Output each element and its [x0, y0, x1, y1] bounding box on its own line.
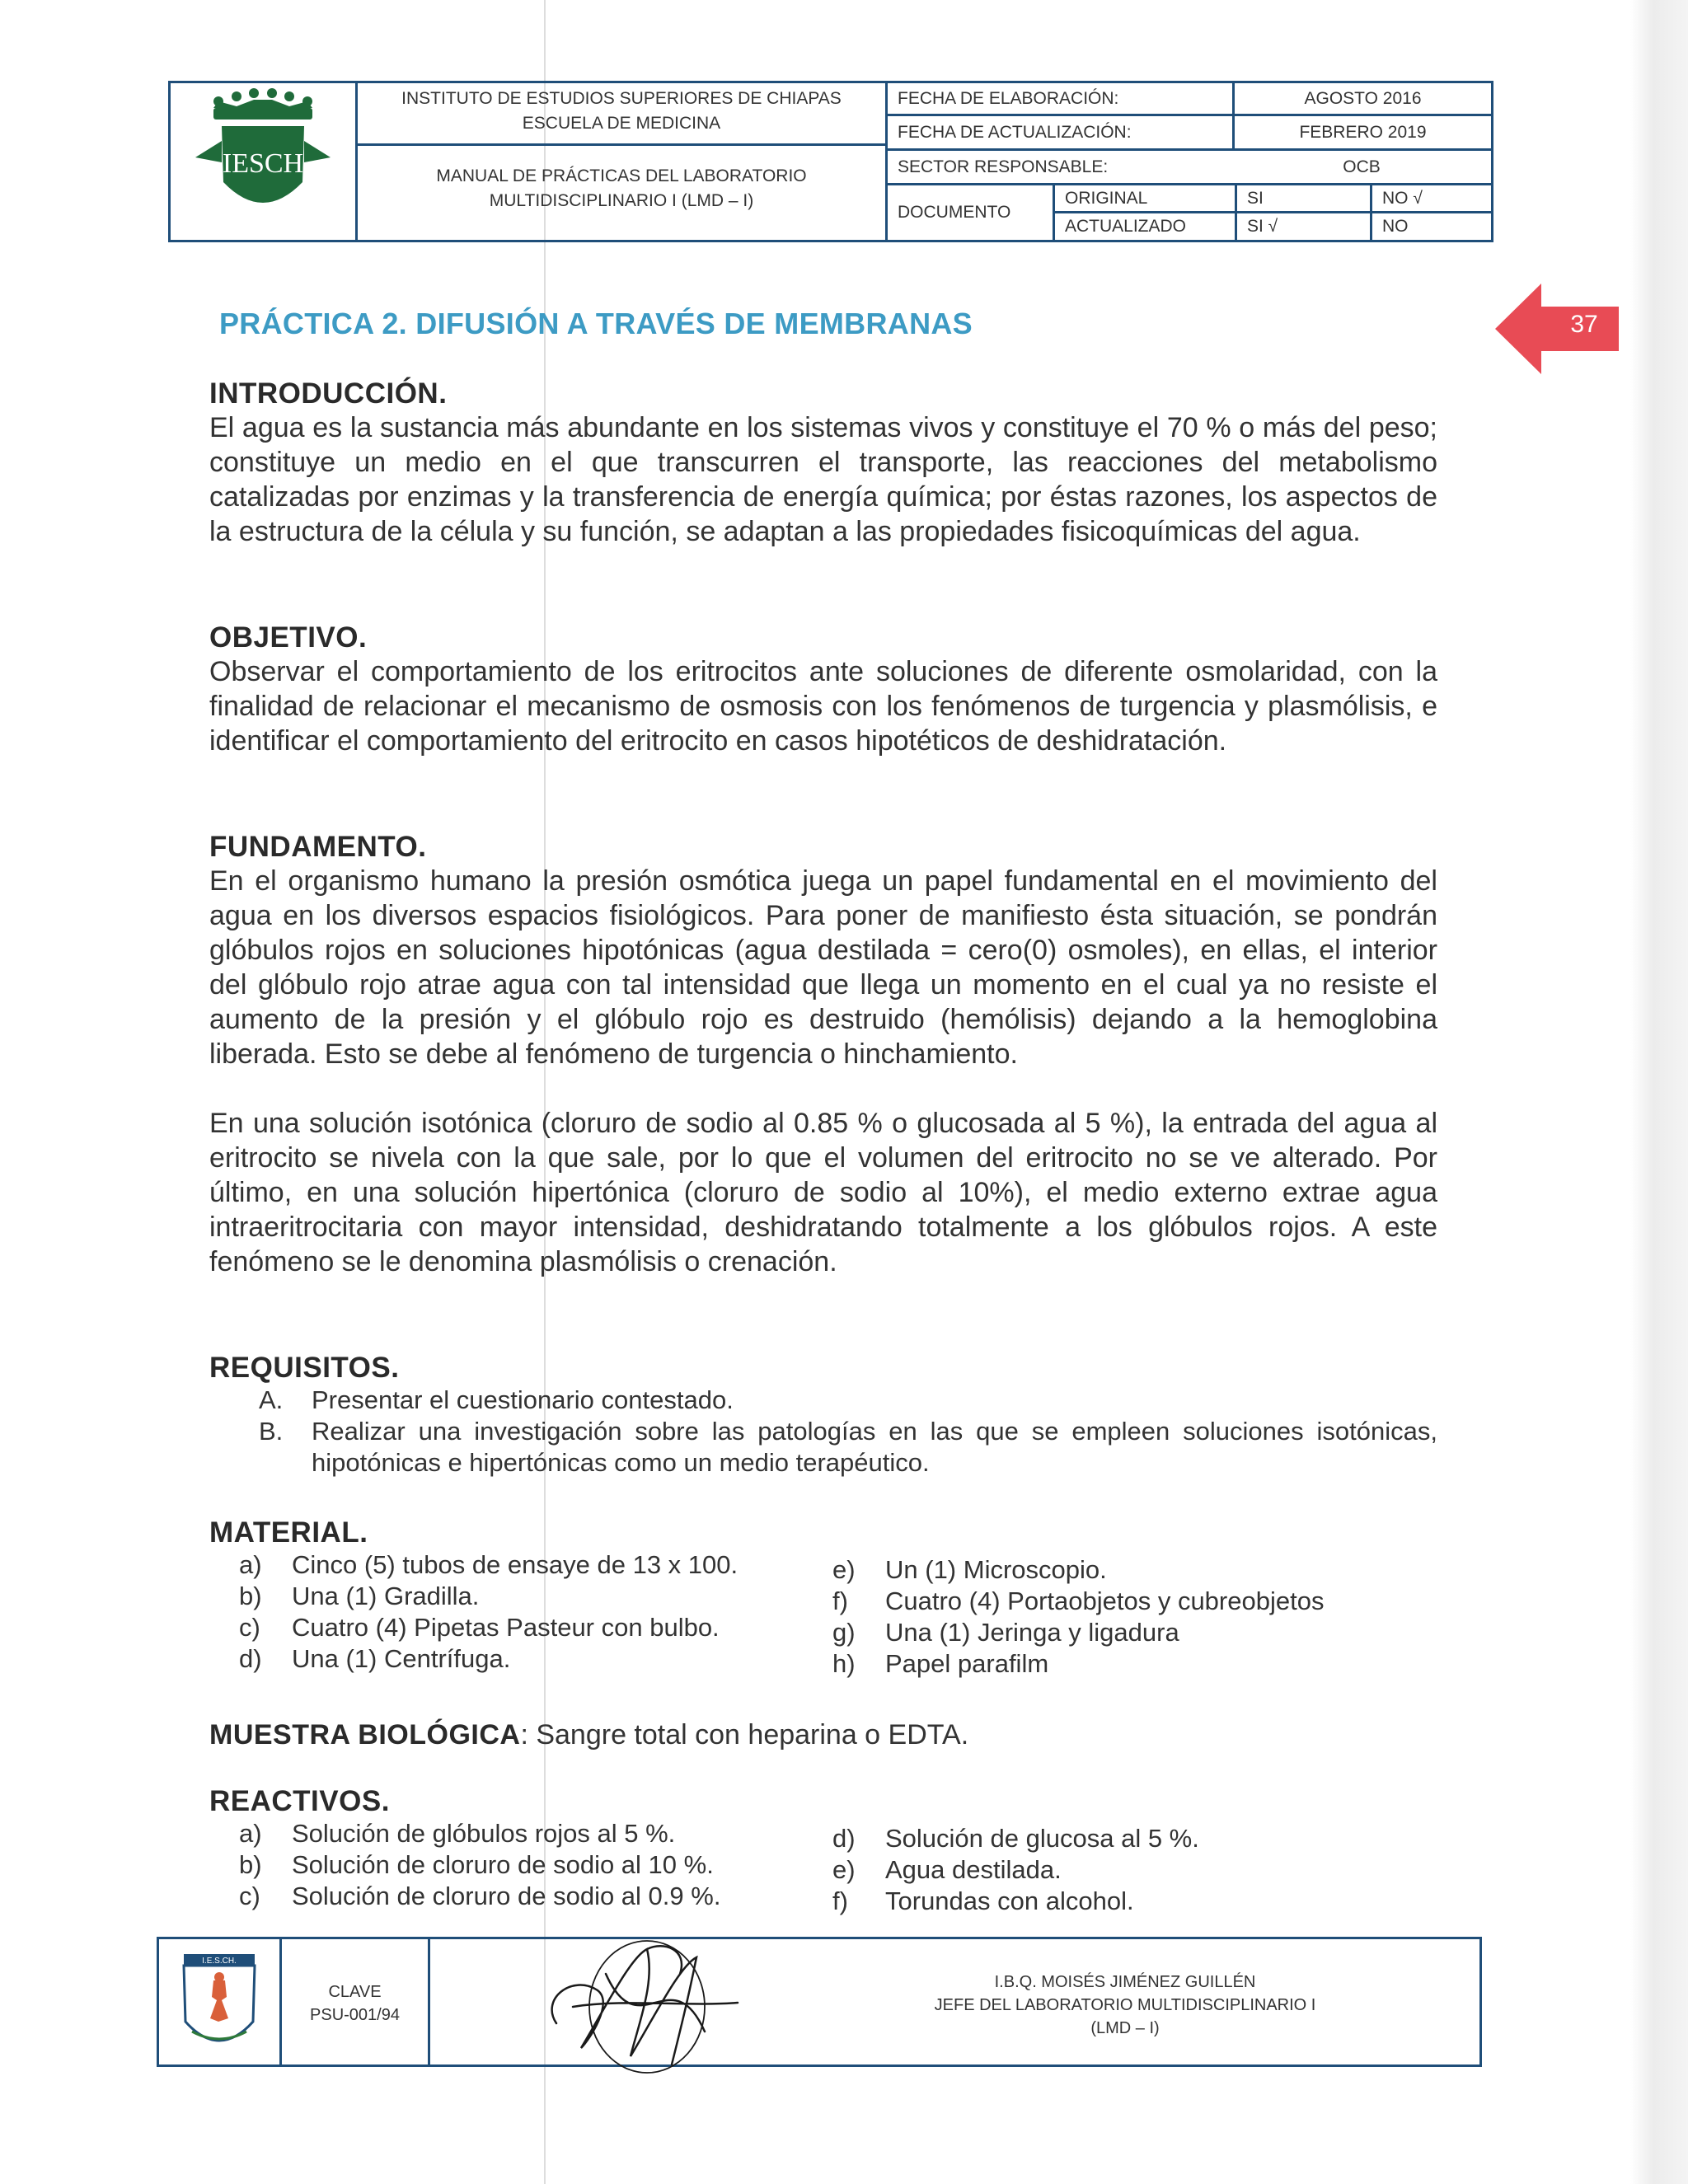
- document-footer-table: [157, 1937, 1482, 2067]
- signer-unit: (LMD – I): [1090, 2019, 1160, 2037]
- logo-text: IESCH: [222, 148, 304, 179]
- institute-name: INSTITUTO DE ESTUDIOS SUPERIORES DE CHIAPAS: [401, 89, 842, 108]
- section-muestra-biologica: [209, 1718, 1437, 1752]
- original-si: SI: [1235, 185, 1370, 211]
- header-meta-cells: [888, 83, 1491, 240]
- footer-clave-cell: [282, 1939, 430, 2064]
- list-item: b) Solución de cloruro de sodio al 10 %.: [239, 1850, 714, 1879]
- section-reactivos: [209, 1785, 1437, 1917]
- list-item: A. Presentar el cuestionario contestado.: [259, 1385, 734, 1414]
- school-name: ESCUELA DE MEDICINA: [522, 114, 721, 133]
- section-fundamento: [209, 831, 1437, 1279]
- section-text-1: En el organismo humano la presión osmótica juega un papel fundamental en el movimiento del agua en los diversos espacios fisiológicos. Para poner de manifiesto ésta situación, se pondrán glóbulos rojos en soluciones hipotónicas (agua destilada = cero(0) osmoles), en ellas, el interior del glóbulo rojo atrae agua con tal intensidad que llega un momento en el cual ya no resiste el aumento de la presión y el glóbulo rojo es destruido (hemólisis) dejando a la hemoglobina liberada. Esto se debe al fenómeno de turgencia o hinchamiento.: [209, 865, 1437, 1070]
- section-text-2: En una solución isotónica (cloruro de sodio al 0.85 % o glucosada al 5 %), la entrada del agua al eritrocito se nivela con la que sale, por lo que el volumen del eritrocito no se ve alterado. Por último, en una solución hipertónica (cloruro de sodio al 10%), el medio externo extrae agua intraeritrocitaria con mayor intensidad, deshidratando totalmente a los glóbulos rojos. A este fenómeno se le denomina plasmólisis o crenación.: [209, 1108, 1437, 1277]
- iesch-seal-icon: [159, 1939, 279, 2064]
- section-heading: FUNDAMENTO.: [209, 831, 427, 863]
- fecha-elaboracion-value: AGOSTO 2016: [1232, 83, 1491, 114]
- section-objetivo: [209, 621, 1437, 758]
- list-item: a) Cinco (5) tubos de ensaye de 13 x 100.: [239, 1550, 738, 1579]
- fecha-actualizacion-value: FEBRERO 2019: [1232, 116, 1491, 148]
- section-heading: OBJETIVO.: [209, 621, 368, 654]
- list-item: b) Una (1) Gradilla.: [239, 1582, 480, 1610]
- signer-role: JEFE DEL LABORATORIO MULTIDISCIPLINARIO I: [934, 1996, 1316, 2014]
- list-item: f) Cuatro (4) Portaobjetos y cubreobjetos: [832, 1586, 1325, 1615]
- section-heading: MATERIAL.: [209, 1516, 368, 1549]
- list-item: h) Papel parafilm: [832, 1649, 1049, 1678]
- section-heading: REACTIVOS.: [209, 1785, 390, 1817]
- list-item: f) Torundas con alcohol.: [832, 1886, 1134, 1915]
- documento-label: DOCUMENTO: [898, 203, 1011, 222]
- clave-label: CLAVE: [328, 1983, 382, 2001]
- sector-responsable-value: OCB: [1343, 157, 1381, 176]
- section-heading: REQUISITOS.: [209, 1352, 400, 1384]
- fecha-elaboracion-label: FECHA DE ELABORACIÓN:: [898, 88, 1119, 108]
- signer-name: I.B.Q. MOISÉS JIMÉNEZ GUILLÉN: [994, 1973, 1256, 1991]
- page-number: 37: [1570, 311, 1598, 338]
- sector-responsable-label: SECTOR RESPONSABLE:: [898, 157, 1109, 176]
- practice-title: PRÁCTICA 2. DIFUSIÓN A TRAVÉS DE MEMBRANAS: [219, 307, 973, 340]
- section-material: [209, 1516, 1437, 1680]
- footer-signature-cell: [433, 1939, 1479, 2064]
- page-number-arrow: [1495, 284, 1627, 374]
- list-item: g) Una (1) Jeringa y ligadura: [832, 1618, 1179, 1647]
- list-item: e) Un (1) Microscopio.: [832, 1555, 1107, 1584]
- actualizado-si: SI √: [1235, 213, 1370, 240]
- original-no: NO √: [1370, 185, 1493, 211]
- handwritten-signature: [523, 1924, 771, 2081]
- section-text: Observar el comportamiento de los eritrocitos ante soluciones de diferente osmolaridad, con la finalidad de relacionar el mecanismo de osmosis con los fenómenos de turgencia y plasmólisis, e identificar el comportamiento del eritrocito en casos hipotéticos de deshidratación.: [209, 656, 1437, 757]
- muestra-label: MUESTRA BIOLÓGICA: [209, 1719, 521, 1750]
- section-introduccion: [209, 377, 1437, 549]
- header-institution-cell: [358, 83, 888, 240]
- actualizado-no: NO: [1370, 213, 1493, 240]
- seal-text: I.E.S.CH.: [202, 1957, 237, 1966]
- document-header-table: [168, 81, 1493, 242]
- list-item: c) Cuatro (4) Pipetas Pasteur con bulbo.: [239, 1613, 720, 1642]
- manual-title-line1: MANUAL DE PRÁCTICAS DEL LABORATORIO: [436, 166, 807, 185]
- clave-value: PSU-001/94: [310, 2006, 400, 2024]
- section-heading: INTRODUCCIÓN.: [209, 377, 448, 410]
- footer-seal-cell: [159, 1939, 282, 2064]
- section-requisitos: [209, 1352, 1437, 1479]
- iesch-logo: [171, 83, 355, 240]
- header-logo-cell: [171, 83, 358, 240]
- original-label: ORIGINAL: [1065, 188, 1148, 208]
- list-item: B. Realizar una investigación sobre las patologías en las que se empleen soluciones isotónicas, hipotónicas e hipertónicas como un medio terapéutico.: [259, 1417, 1437, 1477]
- actualizado-label: ACTUALIZADO: [1065, 217, 1187, 236]
- list-item: a) Solución de glóbulos rojos al 5 %.: [239, 1819, 676, 1848]
- muestra-text: : Sangre total con heparina o EDTA.: [520, 1719, 969, 1750]
- page-edge-shadow: [1630, 0, 1688, 2184]
- section-text: El agua es la sustancia más abundante en los sistemas vivos y constituye el 70 % o más del peso; constituye un medio en el que transcurren el transporte, las reacciones del metabolismo catalizadas por enzimas y la transferencia de energía química; por éstas razones, los aspectos de la estructura de la célula y su función, se adaptan a las propiedades fisicoquímicas del agua.: [209, 412, 1437, 547]
- list-item: d) Una (1) Centrífuga.: [239, 1644, 511, 1673]
- fecha-actualizacion-label: FECHA DE ACTUALIZACIÓN:: [898, 122, 1132, 142]
- list-item: e) Agua destilada.: [832, 1855, 1062, 1884]
- list-item: d) Solución de glucosa al 5 %.: [832, 1824, 1199, 1853]
- manual-title-line2: MULTIDISCIPLINARIO I (LMD – I): [489, 191, 754, 210]
- list-item: c) Solución de cloruro de sodio al 0.9 %.: [239, 1882, 721, 1910]
